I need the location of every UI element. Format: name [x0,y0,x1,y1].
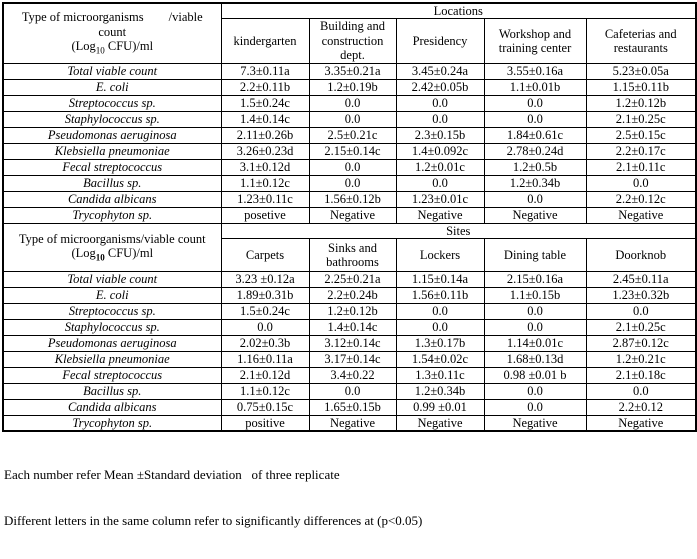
table-cell: 1.23±0.01c [396,191,484,207]
table-cell: 1.2±0.21c [586,351,696,367]
table-cell: 0.0 [484,95,586,111]
table-cell: 2.2±0.24b [309,287,396,303]
table-cell: 2.11±0.26b [221,127,309,143]
table-cell: 7.3±0.11a [221,63,309,79]
column-header: kindergarten [221,19,309,63]
table-cell: 0.0 [484,191,586,207]
table-cell: 3.17±0.14c [309,351,396,367]
footnote-significance: Different letters in the same column refer to significantly differences at (p<0.05) [4,513,423,529]
table-cell: 1.14±0.01c [484,335,586,351]
table-cell: 3.26±0.23d [221,143,309,159]
table-cell: 3.45±0.24a [396,63,484,79]
table-cell: 2.15±0.16a [484,271,586,287]
row-header-title: Type of microorganisms/viable count (Log$_{10}$ CFU)/ml [3,223,221,271]
table-cell: 2.15±0.14c [309,143,396,159]
table-cell: Negative [586,415,696,431]
table-cell: 2.5±0.21c [309,127,396,143]
group-header-locations: Locations [221,3,696,19]
table-cell: 3.4±0.22 [309,367,396,383]
table-cell: 1.5±0.24c [221,303,309,319]
table-cell: 1.15±0.14a [396,271,484,287]
table-cell: 0.0 [309,95,396,111]
group-header-sites: Sites [221,223,696,238]
column-header: Carpets [221,238,309,271]
row-label: Pseudomonas aeruginosa [3,127,221,143]
table-cell: 0.75±0.15c [221,399,309,415]
table-cell: 0.0 [484,303,586,319]
table-cell: 3.23 ±0.12a [221,271,309,287]
column-header: Workshop and training center [484,19,586,63]
table-cell: 1.3±0.17b [396,335,484,351]
row-label: E. coli [3,287,221,303]
table-cell: 1.2±0.12b [586,95,696,111]
table-cell: Negative [309,415,396,431]
table-cell: 2.25±0.21a [309,271,396,287]
footnote-mean-sd: Each number refer Mean ±Standard deviation of three replicate [4,467,340,483]
table-cell: 0.98 ±0.01 b [484,367,586,383]
table-cell: 1.3±0.11c [396,367,484,383]
table-cell: posetive [221,207,309,223]
table-cell: 0.99 ±0.01 [396,399,484,415]
row-label: Bacillus sp. [3,175,221,191]
table-cell: 0.0 [396,95,484,111]
table-cell: 2.2±0.12c [586,191,696,207]
table-cell: 2.1±0.25c [586,319,696,335]
row-label: Streptococcus sp. [3,303,221,319]
table-cell: 1.54±0.02c [396,351,484,367]
row-label: Total viable count [3,63,221,79]
table-cell: 3.12±0.14c [309,335,396,351]
row-label: Klebsiella pneumoniae [3,143,221,159]
table-cell: Negative [396,207,484,223]
table-cell: 0.0 [484,399,586,415]
table-cell: 0.0 [484,111,586,127]
table-cell: 1.15±0.11b [586,79,696,95]
table-cell: 0.0 [396,319,484,335]
column-header: Lockers [396,238,484,271]
row-label: Staphylococcus sp. [3,111,221,127]
column-header: Building and construction dept. [309,19,396,63]
table-cell: 2.2±0.12 [586,399,696,415]
table-cell: 0.0 [396,175,484,191]
table-cell: 1.2±0.12b [309,303,396,319]
table-cell: 1.1±0.12c [221,175,309,191]
column-header: Sinks and bathrooms [309,238,396,271]
column-header: Presidency [396,19,484,63]
row-label: Pseudomonas aeruginosa [3,335,221,351]
table-cell: 2.42±0.05b [396,79,484,95]
table-cell: Negative [396,415,484,431]
table-cell: positive [221,415,309,431]
table-cell: Negative [484,415,586,431]
table-cell: 2.2±0.11b [221,79,309,95]
table-cell: 2.1±0.18c [586,367,696,383]
table-cell: 1.68±0.13d [484,351,586,367]
row-label: Trycophyton sp. [3,207,221,223]
row-label: Bacillus sp. [3,383,221,399]
table-cell: 0.0 [484,383,586,399]
row-label: Streptococcus sp. [3,95,221,111]
table-cell: 0.0 [309,159,396,175]
row-label: Fecal streptococcus [3,159,221,175]
table-cell: 0.0 [586,303,696,319]
row-label: Staphylococcus sp. [3,319,221,335]
column-header: Dining table [484,238,586,271]
table-cell: 0.0 [586,175,696,191]
table-cell: 1.2±0.5b [484,159,586,175]
table-cell: 2.02±0.3b [221,335,309,351]
row-label: Trycophyton sp. [3,415,221,431]
microorganism-table [2,2,697,432]
table-cell: 3.1±0.12d [221,159,309,175]
table-cell: 2.1±0.12d [221,367,309,383]
table-cell: 0.0 [484,319,586,335]
row-label: E. coli [3,79,221,95]
row-label: Klebsiella pneumoniae [3,351,221,367]
row-header-title: Type of microorganisms /viable count (Log$_{10}$ CFU)/ml [3,3,221,63]
row-label: Candida albicans [3,191,221,207]
table-cell: 0.0 [221,319,309,335]
table-cell: 2.3±0.15b [396,127,484,143]
table-cell: 1.2±0.34b [396,383,484,399]
table-cell: 1.16±0.11a [221,351,309,367]
table-cell: 3.55±0.16a [484,63,586,79]
table-cell: 1.2±0.34b [484,175,586,191]
table-cell: 1.4±0.092c [396,143,484,159]
column-header: Doorknob [586,238,696,271]
table-cell: 0.0 [396,111,484,127]
table-cell: 0.0 [396,303,484,319]
table-cell: 0.0 [309,383,396,399]
table-cell: 2.2±0.17c [586,143,696,159]
table-cell: 3.35±0.21a [309,63,396,79]
table-cell: 0.0 [309,111,396,127]
table-cell: 1.1±0.15b [484,287,586,303]
table-cell: 1.84±0.61c [484,127,586,143]
table-cell: 1.4±0.14c [221,111,309,127]
table-cell: 2.78±0.24d [484,143,586,159]
table-cell: 1.56±0.12b [309,191,396,207]
table-cell: 1.56±0.11b [396,287,484,303]
table-cell: 1.89±0.31b [221,287,309,303]
table-cell: 1.4±0.14c [309,319,396,335]
table-cell: 2.1±0.11c [586,159,696,175]
table-cell: 1.2±0.19b [309,79,396,95]
table-cell: 0.0 [309,175,396,191]
row-label: Candida albicans [3,399,221,415]
row-label: Total viable count [3,271,221,287]
table-cell: 2.5±0.15c [586,127,696,143]
row-label: Fecal streptococcus [3,367,221,383]
table-cell: 1.23±0.32b [586,287,696,303]
table-cell: 2.45±0.11a [586,271,696,287]
footnotes [2,436,697,559]
table-cell: 1.1±0.12c [221,383,309,399]
table-cell: 2.1±0.25c [586,111,696,127]
column-header: Cafeterias and restaurants [586,19,696,63]
table-cell: 1.1±0.01b [484,79,586,95]
table-cell: 5.23±0.05a [586,63,696,79]
table-cell: Negative [484,207,586,223]
table-cell: 1.23±0.11c [221,191,309,207]
table-cell: Negative [309,207,396,223]
table-cell: 1.65±0.15b [309,399,396,415]
table-cell: 1.5±0.24c [221,95,309,111]
table-cell: 0.0 [586,383,696,399]
table-cell: Negative [586,207,696,223]
table-cell: 1.2±0.01c [396,159,484,175]
table-cell: 2.87±0.12c [586,335,696,351]
